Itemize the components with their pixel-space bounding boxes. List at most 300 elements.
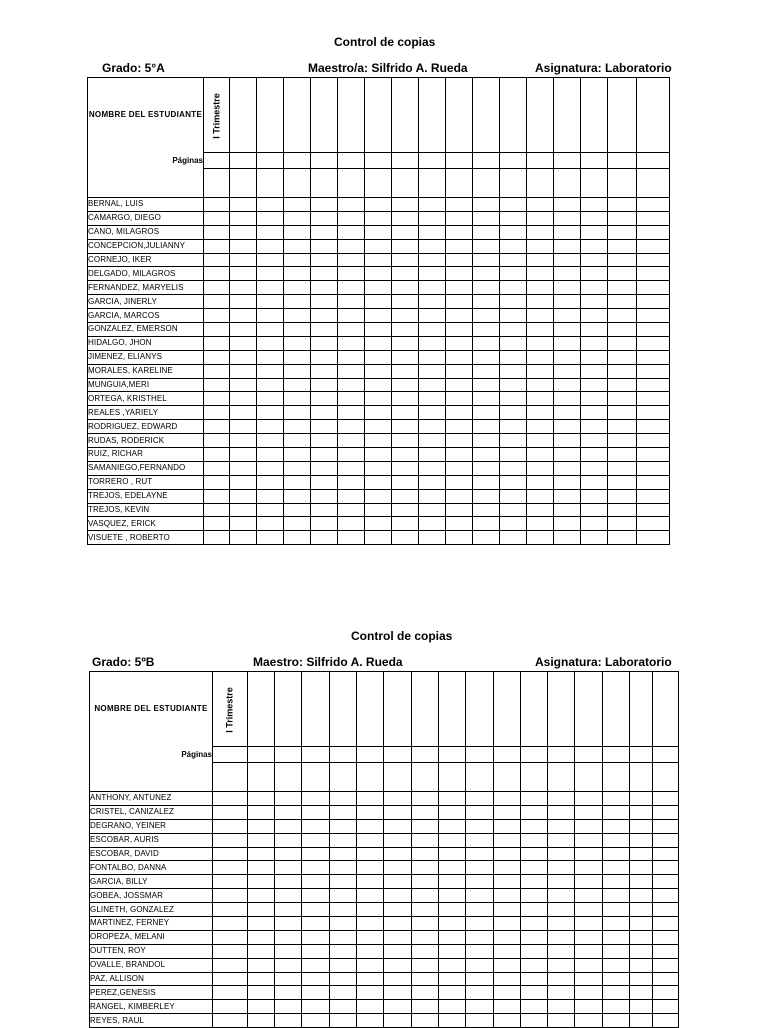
copy-check-cell[interactable] [357,861,384,875]
copy-check-cell[interactable] [284,198,311,212]
copy-check-cell[interactable] [653,1000,679,1014]
copy-check-cell[interactable] [554,78,581,153]
copy-check-cell[interactable] [338,378,365,392]
copy-check-cell[interactable] [392,336,419,350]
copy-check-cell[interactable] [500,267,527,281]
copy-check-cell[interactable] [500,364,527,378]
copy-check-cell[interactable] [365,323,392,337]
copy-check-cell[interactable] [365,517,392,531]
copy-check-cell[interactable] [581,448,608,462]
copy-check-cell[interactable] [637,378,670,392]
copy-check-cell[interactable] [311,225,338,239]
copy-check-cell[interactable] [494,672,521,747]
copy-check-cell[interactable] [275,819,302,833]
copy-check-cell[interactable] [608,350,637,364]
copy-check-cell[interactable] [330,1014,357,1028]
copy-check-cell[interactable] [527,336,554,350]
copy-check-cell[interactable] [419,153,446,169]
copy-check-cell[interactable] [527,517,554,531]
copy-check-cell[interactable] [575,1014,603,1028]
copy-check-cell[interactable] [548,747,575,763]
copy-check-cell[interactable] [257,267,284,281]
copy-check-cell[interactable] [608,211,637,225]
copy-check-cell[interactable] [653,917,679,931]
copy-check-cell[interactable] [213,1000,248,1014]
copy-check-cell[interactable] [494,958,521,972]
copy-check-cell[interactable] [311,78,338,153]
copy-check-cell[interactable] [466,805,494,819]
copy-check-cell[interactable] [637,531,670,545]
copy-check-cell[interactable] [302,889,330,903]
copy-check-cell[interactable] [473,350,500,364]
copy-check-cell[interactable] [311,531,338,545]
copy-check-cell[interactable] [439,1014,466,1028]
copy-check-cell[interactable] [630,875,653,889]
copy-check-cell[interactable] [311,309,338,323]
copy-check-cell[interactable] [575,747,603,763]
copy-check-cell[interactable] [500,434,527,448]
copy-check-cell[interactable] [230,461,257,475]
copy-check-cell[interactable] [213,875,248,889]
copy-check-cell[interactable] [230,267,257,281]
copy-check-cell[interactable] [603,875,630,889]
copy-check-cell[interactable] [608,309,637,323]
copy-check-cell[interactable] [439,917,466,931]
copy-check-cell[interactable] [338,420,365,434]
copy-check-cell[interactable] [637,350,670,364]
copy-check-cell[interactable] [500,517,527,531]
copy-check-cell[interactable] [338,169,365,198]
copy-check-cell[interactable] [365,489,392,503]
copy-check-cell[interactable] [630,1000,653,1014]
copy-check-cell[interactable] [500,350,527,364]
copy-check-cell[interactable] [284,420,311,434]
copy-check-cell[interactable] [257,503,284,517]
copy-check-cell[interactable] [608,420,637,434]
copy-check-cell[interactable] [311,364,338,378]
copy-check-cell[interactable] [412,930,439,944]
copy-check-cell[interactable] [446,78,473,153]
copy-check-cell[interactable] [384,805,412,819]
copy-check-cell[interactable] [494,1014,521,1028]
copy-check-cell[interactable] [384,944,412,958]
copy-check-cell[interactable] [213,861,248,875]
copy-check-cell[interactable] [365,309,392,323]
copy-check-cell[interactable] [653,672,679,747]
copy-check-cell[interactable] [419,475,446,489]
copy-check-cell[interactable] [365,78,392,153]
copy-check-cell[interactable] [439,792,466,806]
copy-check-cell[interactable] [257,406,284,420]
copy-check-cell[interactable] [284,475,311,489]
copy-check-cell[interactable] [575,792,603,806]
copy-check-cell[interactable] [302,903,330,917]
copy-check-cell[interactable] [357,672,384,747]
copy-check-cell[interactable] [257,295,284,309]
copy-check-cell[interactable] [494,819,521,833]
copy-check-cell[interactable] [473,489,500,503]
copy-check-cell[interactable] [500,531,527,545]
copy-check-cell[interactable] [494,792,521,806]
copy-check-cell[interactable] [630,747,653,763]
copy-check-cell[interactable] [213,903,248,917]
copy-check-cell[interactable] [439,833,466,847]
copy-check-cell[interactable] [230,225,257,239]
copy-check-cell[interactable] [581,489,608,503]
copy-check-cell[interactable] [466,833,494,847]
copy-check-cell[interactable] [637,153,670,169]
copy-check-cell[interactable] [412,847,439,861]
copy-check-cell[interactable] [365,406,392,420]
copy-check-cell[interactable] [446,309,473,323]
copy-check-cell[interactable] [581,169,608,198]
copy-check-cell[interactable] [384,1014,412,1028]
copy-check-cell[interactable] [548,792,575,806]
copy-check-cell[interactable] [213,819,248,833]
copy-check-cell[interactable] [554,239,581,253]
copy-check-cell[interactable] [311,420,338,434]
copy-check-cell[interactable] [284,225,311,239]
copy-check-cell[interactable] [527,78,554,153]
copy-check-cell[interactable] [311,503,338,517]
copy-check-cell[interactable] [603,861,630,875]
copy-check-cell[interactable] [446,434,473,448]
copy-check-cell[interactable] [603,805,630,819]
copy-check-cell[interactable] [365,531,392,545]
copy-check-cell[interactable] [357,930,384,944]
copy-check-cell[interactable] [575,986,603,1000]
copy-check-cell[interactable] [473,336,500,350]
copy-check-cell[interactable] [446,323,473,337]
copy-check-cell[interactable] [412,972,439,986]
copy-check-cell[interactable] [384,958,412,972]
copy-check-cell[interactable] [419,434,446,448]
copy-check-cell[interactable] [527,461,554,475]
copy-check-cell[interactable] [575,875,603,889]
copy-check-cell[interactable] [473,461,500,475]
copy-check-cell[interactable] [637,198,670,212]
copy-check-cell[interactable] [473,406,500,420]
copy-check-cell[interactable] [412,819,439,833]
copy-check-cell[interactable] [230,475,257,489]
copy-check-cell[interactable] [446,503,473,517]
copy-check-cell[interactable] [257,364,284,378]
copy-check-cell[interactable] [500,239,527,253]
copy-check-cell[interactable] [284,406,311,420]
copy-check-cell[interactable] [338,392,365,406]
copy-check-cell[interactable] [384,1000,412,1014]
copy-check-cell[interactable] [284,364,311,378]
copy-check-cell[interactable] [630,847,653,861]
copy-check-cell[interactable] [365,239,392,253]
copy-check-cell[interactable] [419,448,446,462]
copy-check-cell[interactable] [275,747,302,763]
copy-check-cell[interactable] [284,281,311,295]
copy-check-cell[interactable] [575,958,603,972]
copy-check-cell[interactable] [419,392,446,406]
copy-check-cell[interactable] [338,78,365,153]
copy-check-cell[interactable] [439,763,466,792]
copy-check-cell[interactable] [392,434,419,448]
copy-check-cell[interactable] [338,198,365,212]
copy-check-cell[interactable] [608,434,637,448]
copy-check-cell[interactable] [357,944,384,958]
copy-check-cell[interactable] [338,211,365,225]
copy-check-cell[interactable] [204,323,230,337]
copy-check-cell[interactable] [500,448,527,462]
copy-check-cell[interactable] [257,475,284,489]
copy-check-cell[interactable] [392,448,419,462]
copy-check-cell[interactable] [608,153,637,169]
copy-check-cell[interactable] [527,448,554,462]
copy-check-cell[interactable] [213,833,248,847]
copy-check-cell[interactable] [412,958,439,972]
copy-check-cell[interactable] [213,792,248,806]
copy-check-cell[interactable] [653,819,679,833]
copy-check-cell[interactable] [653,847,679,861]
copy-check-cell[interactable] [204,295,230,309]
copy-check-cell[interactable] [466,930,494,944]
copy-check-cell[interactable] [365,475,392,489]
copy-check-cell[interactable] [330,972,357,986]
copy-check-cell[interactable] [575,819,603,833]
copy-check-cell[interactable] [637,461,670,475]
copy-check-cell[interactable] [521,930,548,944]
copy-check-cell[interactable] [603,917,630,931]
copy-check-cell[interactable] [521,944,548,958]
copy-check-cell[interactable] [554,225,581,239]
copy-check-cell[interactable] [439,672,466,747]
copy-check-cell[interactable] [500,406,527,420]
copy-check-cell[interactable] [603,763,630,792]
copy-check-cell[interactable] [365,253,392,267]
copy-check-cell[interactable] [230,503,257,517]
copy-check-cell[interactable] [575,917,603,931]
copy-check-cell[interactable] [419,295,446,309]
copy-check-cell[interactable] [653,833,679,847]
copy-check-cell[interactable] [554,169,581,198]
copy-check-cell[interactable] [392,420,419,434]
copy-check-cell[interactable] [494,889,521,903]
copy-check-cell[interactable] [330,747,357,763]
copy-check-cell[interactable] [494,986,521,1000]
copy-check-cell[interactable] [330,819,357,833]
copy-check-cell[interactable] [311,281,338,295]
copy-check-cell[interactable] [284,323,311,337]
copy-check-cell[interactable] [446,253,473,267]
copy-check-cell[interactable] [419,225,446,239]
copy-check-cell[interactable] [500,211,527,225]
copy-check-cell[interactable] [338,489,365,503]
copy-check-cell[interactable] [521,833,548,847]
copy-check-cell[interactable] [257,350,284,364]
copy-check-cell[interactable] [204,309,230,323]
copy-check-cell[interactable] [338,309,365,323]
copy-check-cell[interactable] [311,489,338,503]
copy-check-cell[interactable] [311,336,338,350]
copy-check-cell[interactable] [419,350,446,364]
copy-check-cell[interactable] [412,903,439,917]
copy-check-cell[interactable] [275,958,302,972]
copy-check-cell[interactable] [311,323,338,337]
copy-check-cell[interactable] [419,336,446,350]
copy-check-cell[interactable] [275,805,302,819]
copy-check-cell[interactable] [204,281,230,295]
copy-check-cell[interactable] [527,323,554,337]
copy-check-cell[interactable] [412,889,439,903]
copy-check-cell[interactable] [500,475,527,489]
copy-check-cell[interactable] [653,958,679,972]
copy-check-cell[interactable] [230,392,257,406]
copy-check-cell[interactable] [213,747,248,763]
copy-check-cell[interactable] [204,378,230,392]
copy-check-cell[interactable] [527,239,554,253]
copy-check-cell[interactable] [284,392,311,406]
copy-check-cell[interactable] [330,792,357,806]
copy-check-cell[interactable] [419,406,446,420]
copy-check-cell[interactable] [608,253,637,267]
copy-check-cell[interactable] [384,930,412,944]
copy-check-cell[interactable] [494,747,521,763]
copy-check-cell[interactable] [248,1000,275,1014]
copy-check-cell[interactable] [439,889,466,903]
copy-check-cell[interactable] [581,281,608,295]
copy-check-cell[interactable] [311,392,338,406]
copy-check-cell[interactable] [554,503,581,517]
copy-check-cell[interactable] [357,792,384,806]
copy-check-cell[interactable] [419,239,446,253]
copy-check-cell[interactable] [581,336,608,350]
copy-check-cell[interactable] [330,958,357,972]
copy-check-cell[interactable] [439,930,466,944]
copy-check-cell[interactable] [230,517,257,531]
copy-check-cell[interactable] [581,225,608,239]
copy-check-cell[interactable] [446,475,473,489]
copy-check-cell[interactable] [554,281,581,295]
copy-check-cell[interactable] [473,295,500,309]
copy-check-cell[interactable] [257,281,284,295]
copy-check-cell[interactable] [302,833,330,847]
copy-check-cell[interactable] [446,267,473,281]
copy-check-cell[interactable] [357,958,384,972]
copy-check-cell[interactable] [284,503,311,517]
copy-check-cell[interactable] [284,336,311,350]
copy-check-cell[interactable] [473,531,500,545]
copy-check-cell[interactable] [473,420,500,434]
copy-check-cell[interactable] [608,198,637,212]
copy-check-cell[interactable] [500,253,527,267]
copy-check-cell[interactable] [608,503,637,517]
copy-check-cell[interactable] [630,763,653,792]
copy-check-cell[interactable] [330,875,357,889]
copy-check-cell[interactable] [230,531,257,545]
copy-check-cell[interactable] [473,239,500,253]
copy-check-cell[interactable] [419,323,446,337]
copy-check-cell[interactable] [575,763,603,792]
copy-check-cell[interactable] [412,1000,439,1014]
copy-check-cell[interactable] [338,239,365,253]
copy-check-cell[interactable] [466,819,494,833]
copy-check-cell[interactable] [365,225,392,239]
copy-check-cell[interactable] [581,517,608,531]
copy-check-cell[interactable] [204,392,230,406]
copy-check-cell[interactable] [213,944,248,958]
copy-check-cell[interactable] [500,281,527,295]
copy-check-cell[interactable] [248,763,275,792]
copy-check-cell[interactable] [275,672,302,747]
copy-check-cell[interactable] [500,169,527,198]
copy-check-cell[interactable] [311,448,338,462]
copy-check-cell[interactable] [554,475,581,489]
copy-check-cell[interactable] [473,392,500,406]
copy-check-cell[interactable] [603,819,630,833]
copy-check-cell[interactable] [554,461,581,475]
copy-check-cell[interactable] [494,875,521,889]
copy-check-cell[interactable] [275,833,302,847]
copy-check-cell[interactable] [302,763,330,792]
copy-check-cell[interactable] [392,225,419,239]
copy-check-cell[interactable] [637,434,670,448]
copy-check-cell[interactable] [357,819,384,833]
copy-check-cell[interactable] [608,281,637,295]
copy-check-cell[interactable] [446,198,473,212]
copy-check-cell[interactable] [311,378,338,392]
copy-check-cell[interactable] [521,747,548,763]
copy-check-cell[interactable] [521,805,548,819]
copy-check-cell[interactable] [384,763,412,792]
copy-check-cell[interactable] [338,448,365,462]
copy-check-cell[interactable] [365,503,392,517]
copy-check-cell[interactable] [581,323,608,337]
copy-check-cell[interactable] [637,253,670,267]
copy-check-cell[interactable] [500,78,527,153]
copy-check-cell[interactable] [204,406,230,420]
copy-check-cell[interactable] [527,225,554,239]
copy-check-cell[interactable] [384,986,412,1000]
copy-check-cell[interactable] [630,986,653,1000]
copy-check-cell[interactable] [275,944,302,958]
copy-check-cell[interactable] [248,672,275,747]
copy-check-cell[interactable] [500,392,527,406]
copy-check-cell[interactable] [412,1014,439,1028]
copy-check-cell[interactable] [637,420,670,434]
copy-check-cell[interactable] [419,420,446,434]
copy-check-cell[interactable] [392,239,419,253]
copy-check-cell[interactable] [230,169,257,198]
copy-check-cell[interactable] [338,350,365,364]
copy-check-cell[interactable] [257,78,284,153]
copy-check-cell[interactable] [521,819,548,833]
copy-check-cell[interactable] [653,805,679,819]
copy-check-cell[interactable] [603,958,630,972]
copy-check-cell[interactable] [637,406,670,420]
copy-check-cell[interactable] [473,475,500,489]
copy-check-cell[interactable] [257,489,284,503]
copy-check-cell[interactable] [608,378,637,392]
copy-check-cell[interactable] [330,805,357,819]
copy-check-cell[interactable] [554,420,581,434]
copy-check-cell[interactable] [608,267,637,281]
copy-check-cell[interactable] [466,763,494,792]
copy-check-cell[interactable] [439,958,466,972]
copy-check-cell[interactable] [581,378,608,392]
copy-check-cell[interactable] [581,350,608,364]
copy-check-cell[interactable] [213,930,248,944]
copy-check-cell[interactable] [548,972,575,986]
copy-check-cell[interactable] [473,323,500,337]
copy-check-cell[interactable] [365,281,392,295]
copy-check-cell[interactable] [548,875,575,889]
